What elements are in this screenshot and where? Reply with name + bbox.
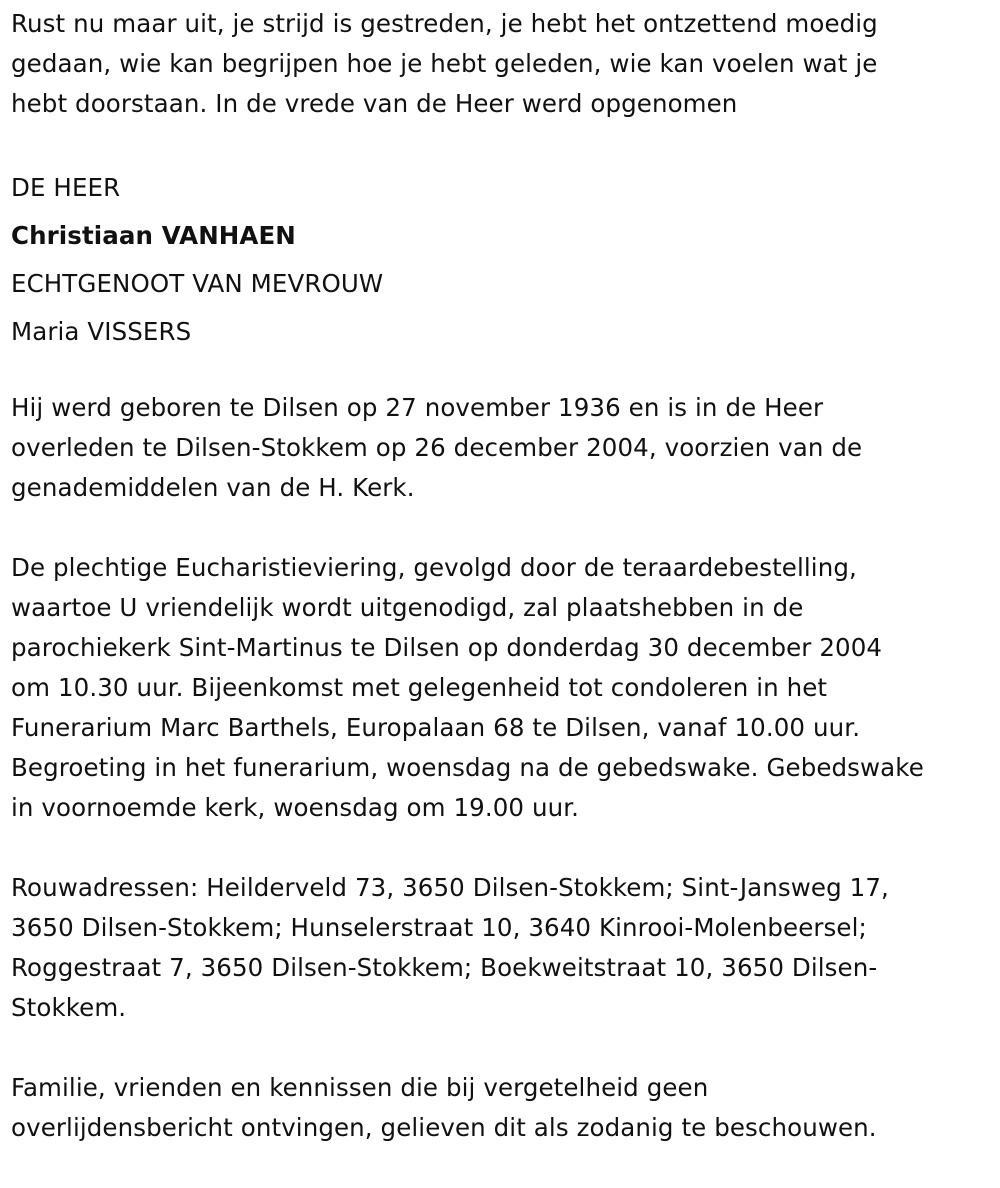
address-line: Roggestraat 7, 3650 Dilsen-Stokkem; Boekweitstraat 10, 3650 Dilsen-	[11, 953, 878, 982]
intro-line: Rust nu maar uit, je strijd is gestreden, je hebt het ontzettend moedig	[11, 9, 878, 38]
intro-line: gedaan, wie kan begrijpen hoe je hebt geleden, wie kan voelen wat je	[11, 49, 878, 78]
address-line: Stokkem.	[11, 993, 127, 1022]
ceremony-line: waartoe U vriendelijk wordt uitgenodigd, zal plaatshebben in de	[11, 593, 804, 622]
ceremony-line: parochiekerk Sint-Martinus te Dilsen op donderdag 30 december 2004	[11, 633, 883, 662]
closing-line: overlijdensbericht ontvingen, gelieven dit als zodanig te beschouwen.	[11, 1113, 877, 1142]
birth-death-paragraph	[11, 388, 993, 508]
ceremony-line: Funerarium Marc Barthels, Europalaan 68 te Dilsen, vanaf 10.00 uur.	[11, 713, 861, 742]
closing-line: Familie, vrienden en kennissen die bij vergetelheid geen	[11, 1073, 709, 1102]
birth-death-line: overleden te Dilsen-Stokkem op 26 december 2004, voorzien van de	[11, 433, 863, 462]
ceremony-line: De plechtige Eucharistieviering, gevolgd door de teraardebestelling,	[11, 553, 857, 582]
ceremony-line: in voornoemde kerk, woensdag om 19.00 uur.	[11, 793, 580, 822]
person-title: DE HEER	[11, 173, 121, 202]
person-block	[11, 164, 993, 356]
person-relation: ECHTGENOOT VAN MEVROUW	[11, 269, 384, 298]
intro-line: hebt doorstaan. In de vrede van de Heer werd opgenomen	[11, 89, 738, 118]
addresses-paragraph	[11, 868, 993, 1028]
address-line: 3650 Dilsen-Stokkem; Hunselerstraat 10, 3640 Kinrooi-Molenbeersel;	[11, 913, 867, 942]
birth-death-line: genademiddelen van de H. Kerk.	[11, 473, 415, 502]
ceremony-paragraph	[11, 548, 993, 828]
ceremony-line: Begroeting in het funerarium, woensdag na de gebedswake. Gebedswake	[11, 753, 924, 782]
intro-paragraph	[11, 4, 993, 124]
obituary-document	[11, 4, 993, 1188]
birth-death-line: Hij werd geboren te Dilsen op 27 november 1936 en is in de Heer	[11, 393, 824, 422]
person-name: Christiaan VANHAEN	[11, 221, 296, 250]
ceremony-line: om 10.30 uur. Bijeenkomst met gelegenheid tot condoleren in het	[11, 673, 828, 702]
closing-paragraph	[11, 1068, 993, 1148]
address-line: Rouwadressen: Heilderveld 73, 3650 Dilsen-Stokkem; Sint-Jansweg 17,	[11, 873, 889, 902]
spouse-name: Maria VISSERS	[11, 317, 192, 346]
